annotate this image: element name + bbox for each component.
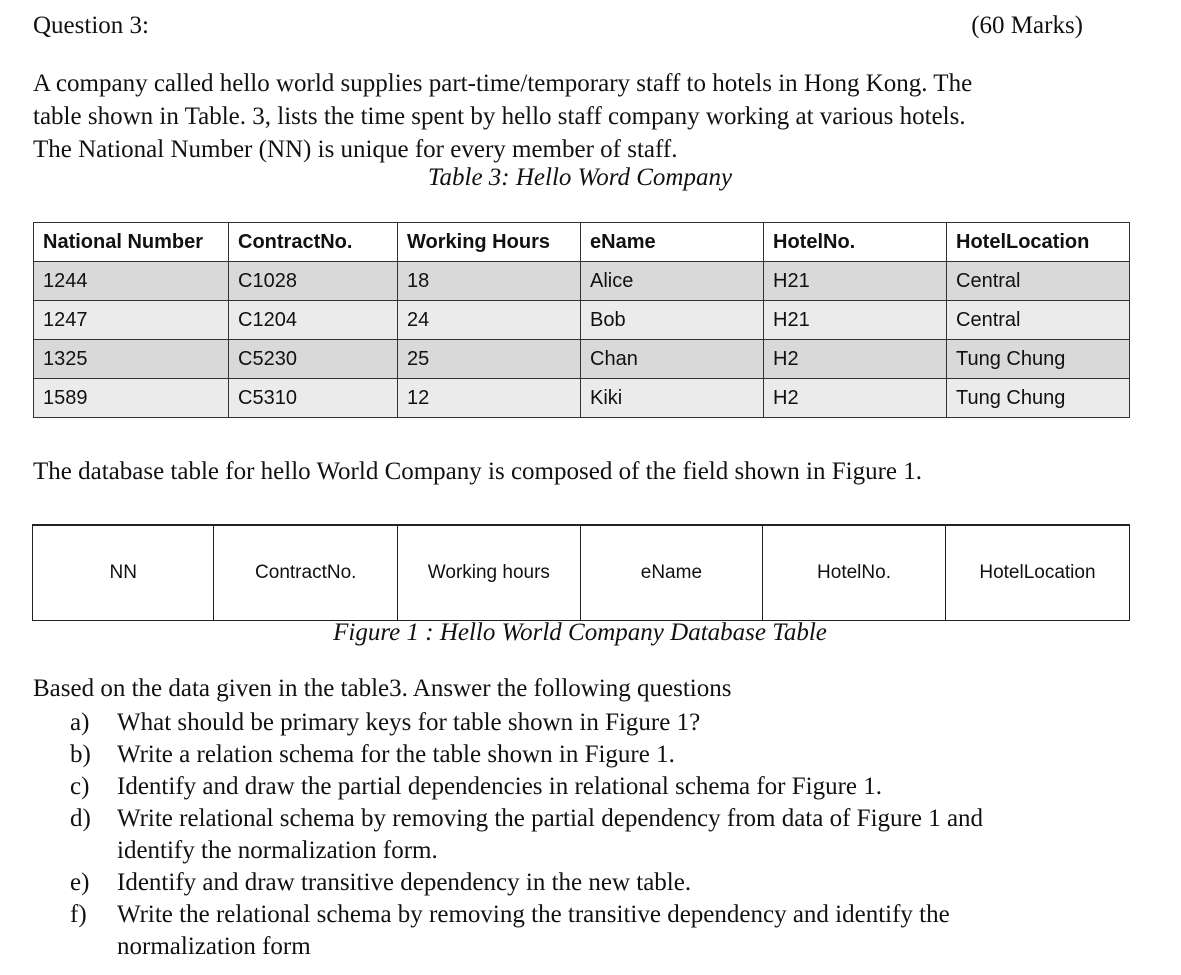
table-cell: 24	[398, 301, 581, 340]
table-cell: 18	[398, 262, 581, 301]
intro-paragraph	[33, 67, 1113, 166]
question-marker: d)	[70, 805, 91, 832]
table-cell: Tung Chung	[947, 379, 1130, 418]
figure1-field: NN	[33, 525, 214, 621]
figure1-field: eName	[580, 525, 762, 621]
table-cell: Bob	[581, 301, 764, 340]
question-marks: (60 Marks)	[971, 12, 1083, 39]
question-item	[70, 771, 1130, 803]
table-cell: C5310	[229, 379, 398, 418]
table3-caption: Table 3: Hello Word Company	[427, 164, 733, 191]
figure1-field-row	[33, 525, 1130, 621]
table-cell: H2	[764, 340, 947, 379]
question-marker: e)	[70, 869, 90, 896]
table-row	[34, 379, 1130, 418]
table-cell: C1028	[229, 262, 398, 301]
question-marker: b)	[70, 741, 91, 768]
figure-intro-paragraph: The database table for hello World Company is composed of the field shown in Figure 1.	[33, 458, 923, 485]
question-text: Write a relation schema for the table shown in Figure 1.	[117, 741, 675, 768]
question-item	[70, 899, 1130, 963]
question-text: Identify and draw transitive dependency in the new table.	[117, 869, 692, 896]
table-cell: 1244	[34, 262, 229, 301]
table-cell: 25	[398, 340, 581, 379]
question-marker: f)	[70, 901, 87, 928]
table-row	[34, 340, 1130, 379]
column-header: HotelLocation	[947, 223, 1130, 262]
intro-line: table shown in Table. 3, lists the time spent by hello staff company working at various hotels.	[33, 103, 966, 130]
table-cell: Chan	[581, 340, 764, 379]
column-header: eName	[581, 223, 764, 262]
table-cell: Central	[947, 262, 1130, 301]
question-item	[70, 867, 1130, 899]
figure1-table	[32, 524, 1130, 621]
table-cell: H21	[764, 301, 947, 340]
question-text: What should be primary keys for table shown in Figure 1?	[117, 709, 701, 736]
table-cell: 1325	[34, 340, 229, 379]
intro-line: A company called hello world supplies part-time/temporary staff to hotels in Hong Kong. The	[33, 70, 973, 97]
table-cell: Central	[947, 301, 1130, 340]
figure1-field: HotelNo.	[763, 525, 946, 621]
question-text-continued: normalization form	[117, 933, 311, 960]
table-cell: H21	[764, 262, 947, 301]
intro-line: The National Number (NN) is unique for every member of staff.	[33, 136, 678, 163]
table-cell: Tung Chung	[947, 340, 1130, 379]
table-cell: Kiki	[581, 379, 764, 418]
question-item	[70, 803, 1130, 867]
column-header: HotelNo.	[764, 223, 947, 262]
table3	[33, 222, 1130, 418]
question-text: Write the relational schema by removing the transitive dependency and identify the	[117, 901, 950, 928]
column-header: National Number	[34, 223, 229, 262]
table-cell: C5230	[229, 340, 398, 379]
figure1-field: HotelLocation	[945, 525, 1129, 621]
question-text: Identify and draw the partial dependencies in relational schema for Figure 1.	[117, 773, 882, 800]
figure1-caption: Figure 1 : Hello World Company Database Table	[333, 619, 827, 646]
column-header: Working Hours	[398, 223, 581, 262]
question-item	[70, 739, 1130, 771]
column-header: ContractNo.	[229, 223, 398, 262]
table-cell: 12	[398, 379, 581, 418]
question-list	[70, 707, 1130, 963]
figure1-field: Working hours	[398, 525, 581, 621]
figure1-field: ContractNo.	[214, 525, 398, 621]
table-cell: Alice	[581, 262, 764, 301]
table-row	[34, 262, 1130, 301]
table-row	[34, 301, 1130, 340]
question-title: Question 3:	[33, 12, 149, 39]
table-cell: 1589	[34, 379, 229, 418]
table-cell: C1204	[229, 301, 398, 340]
table-cell: H2	[764, 379, 947, 418]
question-text: Write relational schema by removing the partial dependency from data of Figure 1 and	[117, 805, 984, 832]
question-text-continued: identify the normalization form.	[117, 837, 438, 864]
questions-intro: Based on the data given in the table3. Answer the following questions	[33, 675, 732, 702]
table-cell: 1247	[34, 301, 229, 340]
question-marker: a)	[70, 709, 90, 736]
question-marker: c)	[70, 773, 90, 800]
table-header-row	[34, 223, 1130, 262]
question-item	[70, 707, 1130, 739]
